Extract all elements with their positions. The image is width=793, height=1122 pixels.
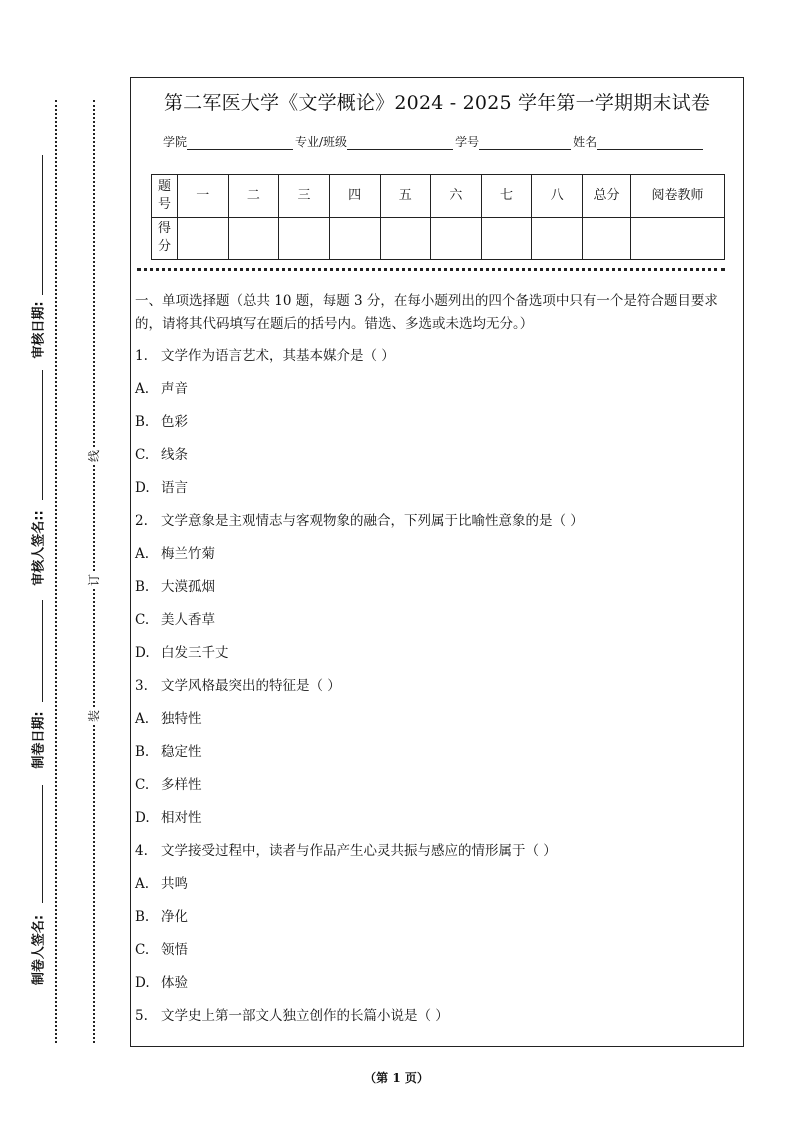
maker-date-field[interactable] [42,600,43,702]
option-item: D. 相对性 [135,810,202,826]
reviewer-date-field[interactable] [42,155,43,295]
score-col-6: 六 [431,175,482,218]
major-class-label: 专业/班级 [295,135,348,149]
score-value-row [152,217,725,260]
reviewer-signature-field[interactable] [42,370,43,500]
exam-frame [130,77,744,1047]
option-item: B. 净化 [135,909,188,925]
question-stem: 3. 文学风格最突出的特征是（ ） [135,678,341,694]
student-info-row [163,133,705,150]
score-table [151,174,725,260]
score-cell-grader[interactable] [631,217,725,260]
score-col-5: 五 [380,175,431,218]
score-cell-4[interactable] [329,217,380,260]
score-col-3: 三 [279,175,330,218]
student-id-field[interactable] [479,136,571,150]
maker-signature-label: 制卷人签名: [31,914,47,986]
score-col-8: 八 [532,175,583,218]
score-col-1: 一 [178,175,229,218]
college-label: 学院 [163,135,188,149]
option-item: C. 美人香草 [135,612,215,628]
question-number-header: 题号 [152,175,178,218]
major-class-field[interactable] [347,136,453,150]
cut-line-outer [55,100,57,1043]
score-header-row [152,175,725,218]
score-row-header: 得分 [152,217,178,260]
score-cell-8[interactable] [532,217,583,260]
name-label: 姓名 [573,135,598,149]
question-stem: 5. 文学史上第一部文人独立创作的长篇小说是（ ） [135,1008,449,1024]
option-item: C. 领悟 [135,942,188,958]
question-stem: 2. 文学意象是主观情志与客观物象的融合，下列属于比喻性意象的是（ ） [135,513,584,529]
name-field[interactable] [597,136,703,150]
question-stem: 4. 文学接受过程中，读者与作品产生心灵共振与感应的情形属于（ ） [135,843,557,859]
college-field[interactable] [187,136,293,150]
option-item: C. 多样性 [135,777,202,793]
bind-mark-line: 线 [87,450,101,463]
section-instructions: 一、单项选择题（总共 10 题，每题 3 分，在每小题列出的四个备选项中只有一个是符合题目要求的，请将其代码填写在题后的括号内。错选、多选或未选均无分。） [135,293,718,332]
score-cell-total[interactable] [583,217,631,260]
option-item: B. 大漠孤烟 [135,579,215,595]
score-cell-1[interactable] [178,217,229,260]
score-col-7: 七 [481,175,532,218]
option-item: D. 白发三千丈 [135,645,229,661]
bind-mark-fold: 装 [87,710,101,723]
score-col-total: 总分 [583,175,631,218]
option-item: A. 梅兰竹菊 [135,546,215,562]
option-item: D. 体验 [135,975,188,991]
reviewer-signature-label: 审核人签名:: [31,510,47,586]
option-item: A. 共鸣 [135,876,188,892]
score-col-4: 四 [329,175,380,218]
score-cell-7[interactable] [481,217,532,260]
section-single-choice [135,290,739,1033]
reviewer-date-label: 审核日期: [31,301,47,359]
option-item: C. 线条 [135,447,188,463]
score-cell-6[interactable] [431,217,482,260]
question-stem: 1. 文学作为语言艺术，其基本媒介是（ ） [135,348,395,364]
maker-date-label: 制卷日期: [31,711,47,769]
score-col-grader: 阅卷教师 [631,175,725,218]
option-item: D. 语言 [135,480,188,496]
exam-title: 第二军医大学《文学概论》2024 - 2025 学年第一学期期末试卷 [163,92,711,114]
option-item: A. 声音 [135,381,188,397]
score-col-2: 二 [228,175,279,218]
section-separator [137,268,725,271]
option-item: B. 稳定性 [135,744,202,760]
score-cell-3[interactable] [279,217,330,260]
bind-mark-staple: 订 [87,574,101,587]
page-number: （第 1 页） [364,1071,429,1085]
option-item: A. 独特性 [135,711,202,727]
binding-margin [0,0,125,1122]
maker-signature-field[interactable] [42,785,43,903]
score-cell-2[interactable] [228,217,279,260]
option-item: B. 色彩 [135,414,188,430]
student-id-label: 学号 [455,135,480,149]
score-cell-5[interactable] [380,217,431,260]
